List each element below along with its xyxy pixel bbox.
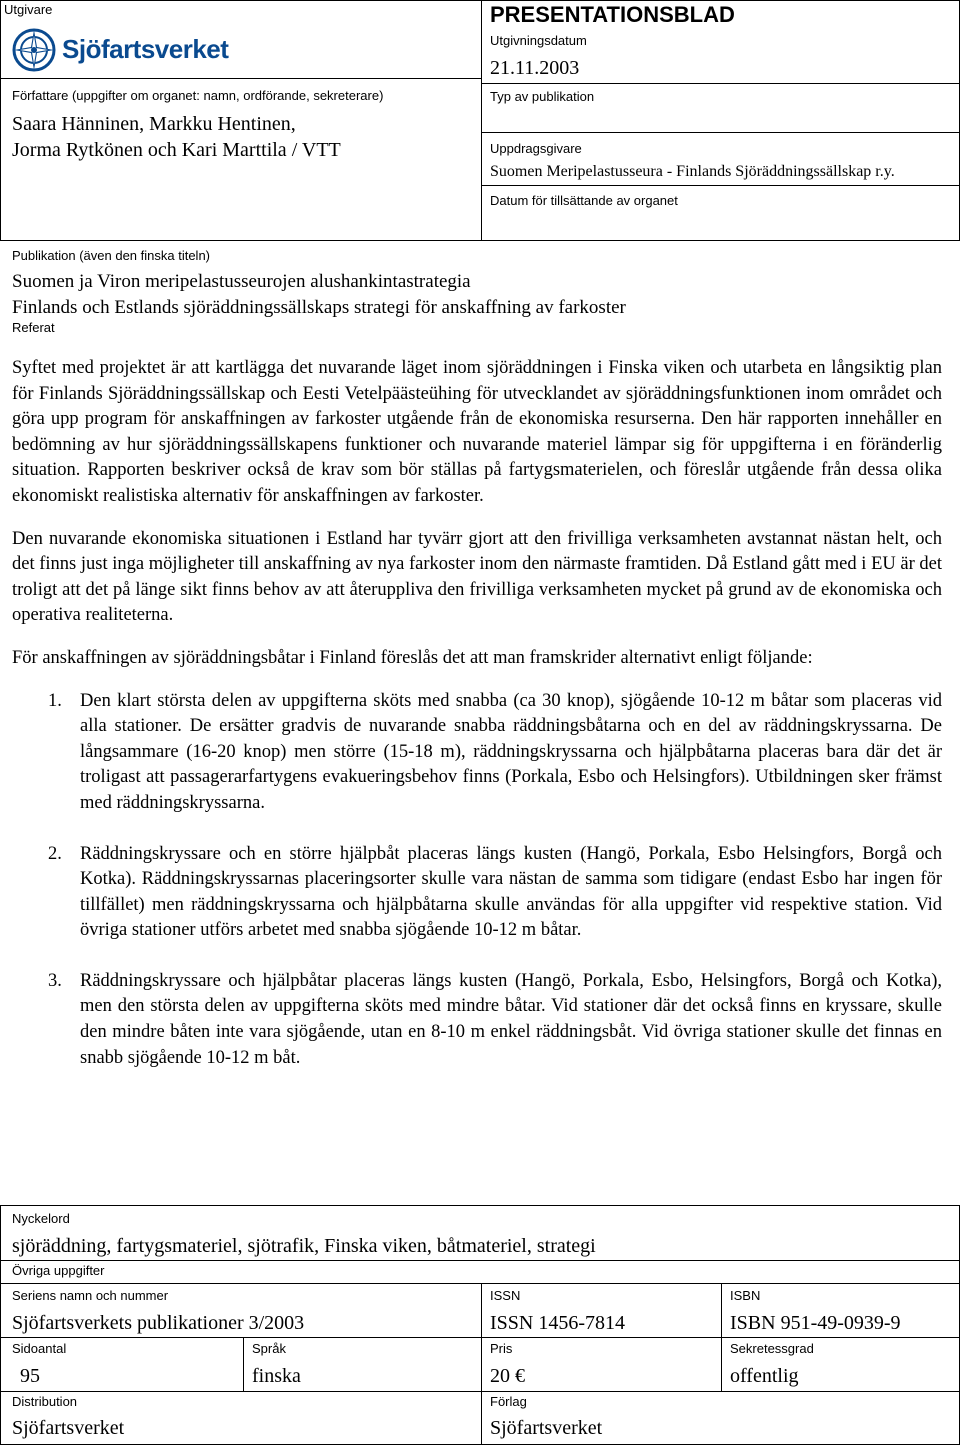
pub-type-divider [481, 132, 960, 133]
distribution-label: Distribution [12, 1394, 78, 1409]
pub-type-label: Typ av publikation [490, 89, 595, 104]
authors-line-1: Saara Hänninen, Markku Hentinen, [12, 113, 296, 135]
authors-line-2: Jorma Rytkönen och Kari Marttila / VTT [12, 139, 341, 161]
compass-rose-icon [12, 28, 56, 72]
pages-value: 95 [20, 1365, 40, 1387]
list-item [12, 842, 942, 944]
list-item [12, 969, 942, 1071]
publisher-label: Utgivare [4, 2, 53, 17]
header-divider [481, 0, 482, 241]
price-label: Pris [490, 1341, 513, 1356]
series-label: Seriens namn och nummer [12, 1288, 169, 1303]
publisher-house-label: Förlag [490, 1394, 527, 1409]
list-item [12, 689, 942, 817]
distribution-value: Sjöfartsverket [12, 1417, 125, 1439]
pub-date-value: 21.11.2003 [490, 57, 580, 79]
commissioner-divider [481, 185, 960, 186]
keywords-value: sjöräddning, fartygsmateriel, sjötrafik, Finska viken, båtmateriel, strategi [12, 1235, 596, 1257]
price-value: 20 € [490, 1365, 525, 1387]
footer-divider-1 [0, 1260, 960, 1261]
abstract-paragraph-1: Syftet med projektet är att kartlägga det nuvarande läget inom sjöräddningen i Finska viken och utarbeta en långsiktig plan för Finlands Sjöräddningssällskap och Eesti Vetelpäästeühing för utvecklandet av sjöräddningsfunktionen inom området och göra upp program för anskaffningen av farkoster utgående från de ekonomiska resurserna. Den här rapporten innehåller en bedömning av hur sjöräddningssällskapens funktioner och nuvarande materiel lämpar sig för uppgifterna i en föränderlig situation. Rapporten beskriver också de krav som bör ställas på fartygsmaterielen, och föreslår utgående från dessa olika ekonomiskt realistiska alternativ för anskaffningen av farkoster. [12, 358, 942, 506]
keywords-label: Nyckelord [12, 1211, 70, 1226]
other-info-label: Övriga uppgifter [12, 1263, 105, 1278]
commissioner-label: Uppdragsgivare [490, 141, 582, 156]
list-item-text: Räddningskryssare och hjälpbåtar placeras längs kusten (Hangö, Porkala, Esbo, Helsingfors, Borgå och Kotka), men den största delen av uppgifterna sköts med mindre båtar. Vid stationer där det också finns en kryssare, skulle den mindre båten inte vara sjögående, utan en 8-10 m enkel räddningsbåt. Vid övriga stationer skulle det finnas en snabb sjögående 10-12 m båt. [80, 970, 942, 1068]
list-item-number: 3. [48, 970, 62, 991]
language-label: Språk [252, 1341, 286, 1356]
footer-divider-4 [0, 1391, 960, 1392]
authors-label: Författare (uppgifter om organet: namn, ordförande, sekreterare) [12, 88, 384, 103]
issn-label: ISSN [490, 1288, 521, 1303]
publication-label: Publikation (även den finska titeln) [12, 248, 211, 263]
abstract-paragraph-2: Den nuvarande ekonomiska situationen i Estland har tyvärr gjort att den frivilliga verksamheten avstannat nästan helt, och det finns just inga möjligheter till anskaffning av nya farkoster inom den närmaste framtiden. Då Estland gått med i EU är det troligt att det på länge sikt finns behov av att återuppliva den frivilliga verksamheten mycket på grund av de ekonomiska och operativa realiteterna. [12, 528, 942, 626]
series-value: Sjöfartsverkets publikationer 3/2003 [12, 1312, 305, 1334]
footer-col-divider-2 [243, 1337, 244, 1391]
isbn-label: ISBN [730, 1288, 761, 1303]
title-swedish: Finlands och Estlands sjöräddningssällskaps strategi för anskaffning av farkoster [12, 297, 626, 318]
language-value: finska [252, 1365, 301, 1387]
abstract-paragraph-3: För anskaffningen av sjöräddningsbåtar i Finland föreslås det att man framskrider alternativt enligt följande: [12, 647, 813, 668]
commissioner-value: Suomen Meripelastusseura - Finlands Sjöräddningssällskap r.y. [490, 163, 895, 180]
secrecy-value: offentlig [730, 1365, 799, 1387]
pub-date-divider [481, 83, 960, 84]
secrecy-label: Sekretessgrad [730, 1341, 814, 1356]
isbn-value: ISBN 951-49-0939-9 [730, 1312, 901, 1334]
list-item-number: 1. [48, 690, 62, 711]
title-finnish: Suomen ja Viron meripelastusseurojen alushankintastrategia [12, 271, 471, 292]
appointment-date-label: Datum för tillsättande av organet [490, 193, 678, 208]
logo-divider [0, 78, 481, 79]
alternatives-list [12, 689, 942, 1072]
list-item-text: Räddningskryssare och en större hjälpbåt placeras längs kusten (Hangö, Porkala, Esbo Helsingfors, Borgå och Kotka). Räddningskryssarnas placeringsorter skulle vara nästan de samma som tidigare (endast Esbo har ingen för tillfället) men räddningskryssarna och hjälpbåtarna skulle användas för alla uppgifter vid respektive station. Vid övriga stationer utförs arbetet med snabba sjögående 10-12 m båtar. [80, 843, 942, 941]
footer-col-divider-3 [481, 1283, 482, 1445]
footer-divider-2 [0, 1283, 960, 1284]
pub-date-label: Utgivningsdatum [490, 33, 587, 48]
list-item-number: 2. [48, 843, 62, 864]
abstract-body [12, 356, 942, 1096]
doc-type-title: PRESENTATIONSBLAD [490, 2, 735, 27]
footer-divider-3 [0, 1337, 960, 1338]
logo [12, 28, 229, 72]
pages-label: Sidoantal [12, 1341, 67, 1356]
issn-value: ISSN 1456-7814 [490, 1312, 626, 1334]
abstract-label: Referat [12, 320, 55, 335]
logo-wordmark: Sjöfartsverket [62, 34, 229, 64]
list-item-text: Den klart största delen av uppgifterna sköts med snabba (ca 30 knop), sjögående 10-12 m båtar som placeras vid alla stationer. De ersätter gradvis de nuvarande snabba räddningsbåtarna och en del av räddningskryssarna. De långsammare (16-20 knop) men större (15-18 m), räddningskryssarna och hjälpbåtarna placeras bara där det är troligast att passagerarfartygens evakueringsbehov finns (Porkala, Esbo och Helsingfors). Utbildningen sker främst med räddningskryssarna. [80, 690, 942, 813]
publisher-house-value: Sjöfartsverket [490, 1417, 603, 1439]
